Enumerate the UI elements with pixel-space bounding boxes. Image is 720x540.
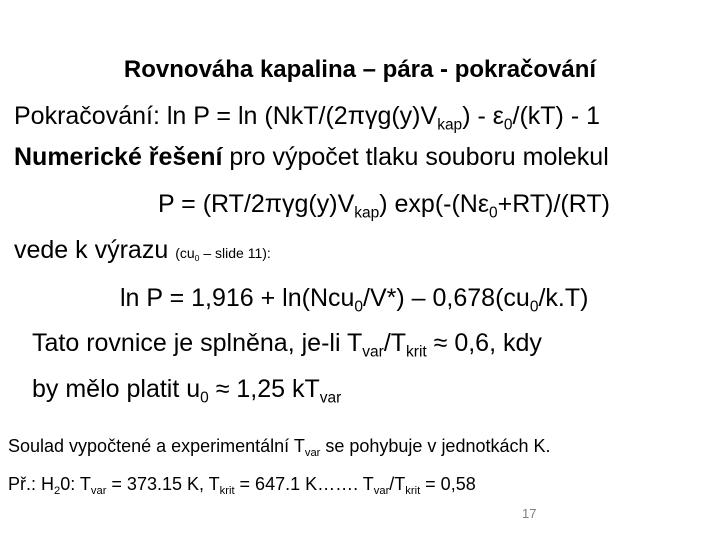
u0-condition-line: by mělo platit $u_0 \approx 1,25$ $kT_{var}$ [32,375,342,407]
condition-line: Tato rovnice je splněna, je-li $T_{var}/T_{krit} \approx 0,6$, kdy [32,329,542,361]
agreement-note: Soulad vypočtené a experimentální $T_{var}$ se pohybuje v jednotkách K. [8,436,551,459]
page-number: 17 [522,506,537,521]
pressure-equation: $P = (RT/2\pi\gamma g(y)V_{kap})$ $\exp(-(N\varepsilon_0+RT)/(RT)$ [158,190,610,222]
leads-to-line: vede k výrazu ($cu_0$ – slide 11): [14,236,271,264]
numerical-solution-line: Numerické řešení pro výpočet tlaku souboru molekul [14,143,609,171]
ln-p-equation: $\ln P = 1,916 + \ln(Ncu_0/V*) - 0,678(cu_0/k.T)$ [120,284,589,316]
slide-title: Rovnováha kapalina – pára - pokračování [123,56,597,83]
water-example: Př.: $H_20$: $T_{var} = 373.15$ K, $T_{krit} = 647.1$ K……. $T_{var}/T_{krit} = 0,58$ [8,474,476,497]
equation-line-1: Pokračování: $\ln P = \ln (NkT/(2\pi\gamma g(y)V_{kap}) - \varepsilon_0/(kT) - 1$ [14,102,600,134]
